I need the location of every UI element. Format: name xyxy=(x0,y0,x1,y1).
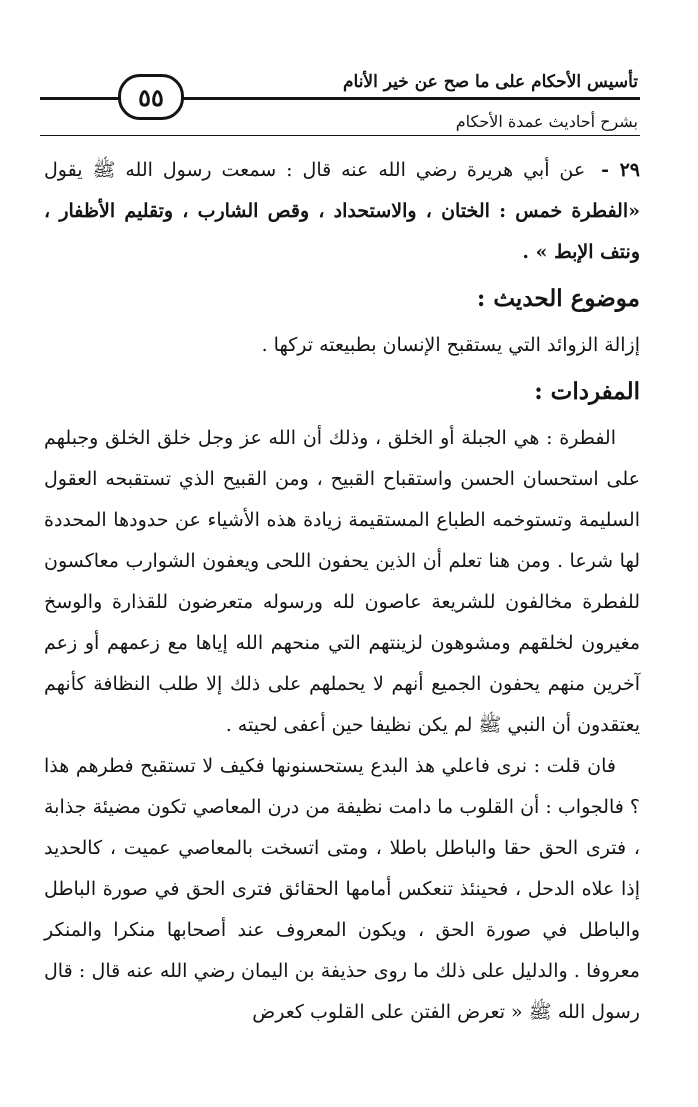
qa-paragraph: فان قلت : نرى فاعلي هذ البدع يستحسنونها فكيف لا تستقبح فطرهم هذا ؟ فالجواب : أن القلوب ما دامت نظيفة من درن المعاصي تكون مضيئة جذابة ، فترى الحق حقا والباطل باطلا ، ومتى اتسخت بالمعاصي عميت ، كالحديد إذا علاه الدحل ، فحينئذ تنعكس أمامها الحقائق فترى الحق في صورة الباطل والباطل في صورة الحق ، ويكون المعروف عند أصحابها منكرا والمنكر معروفا . والدليل على ذلك ما روى حذيفة بن اليمان رضي الله عنه قال : قال رسول الله ﷺ « تعرض الفتن على القلوب كعرض xyxy=(44,755,640,1023)
topic-text: إزالة الزوائد التي يستقبح الإنسان بطبيعته تركها . xyxy=(261,334,640,356)
header-rule-bottom xyxy=(40,135,640,136)
page-body xyxy=(44,150,640,1033)
hadith-number: ٢٩ - xyxy=(601,159,640,181)
hadith-text: «الفطرة خمس : الختان ، والاستحداد ، وقص الشارب ، وتقليم الأظفار ، ونتف الإبط » . xyxy=(44,200,640,263)
book-subtitle: بشرح أحاديث عمدة الأحكام xyxy=(455,112,638,131)
vocab-paragraph: الفطرة : هي الجبلة أو الخلق ، وذلك أن الله عز وجل خلق الخلق وجبلهم على استحسان الحسن واستقباح القبيح ، ومن القبيح الذي تستقبحه العقول السليمة وتستوخمه الطباع المستقيمة زيادة هذه الأشياء عن حدودها المحددة لها شرعا . ومن هنا تعلم أن الذين يحفون اللحى ويعفون الشوارب معاكسون للفطرة مخالفون للشريعة عاصون لله ورسوله متعرضون للقذارة والوسخ مغيرون لخلقهم ومشوهون لزينتهم التي منحهم الله إياها مع زعمهم أو زعم آخرين منهم يحفون الجميع أنهم لا يحملهم على ذلك إلا طلب النظافة كأنهم يعتقدون أن النبي ﷺ لم يكن نظيفا حين أعفى لحيته . xyxy=(44,427,640,736)
vocab-heading: المفردات : xyxy=(534,378,640,405)
header-rule-right xyxy=(180,97,640,100)
hadith-intro: عن أبي هريرة رضي الله عنه قال : سمعت رسول الله ﷺ يقول xyxy=(44,159,586,181)
book-title: تأسيس الأحكام على ما صح عن خير الأنام xyxy=(342,72,638,92)
hadith-paragraph xyxy=(44,150,640,273)
page-number: ٥٥ xyxy=(118,74,184,120)
topic-heading: موضوع الحديث : xyxy=(476,285,640,312)
